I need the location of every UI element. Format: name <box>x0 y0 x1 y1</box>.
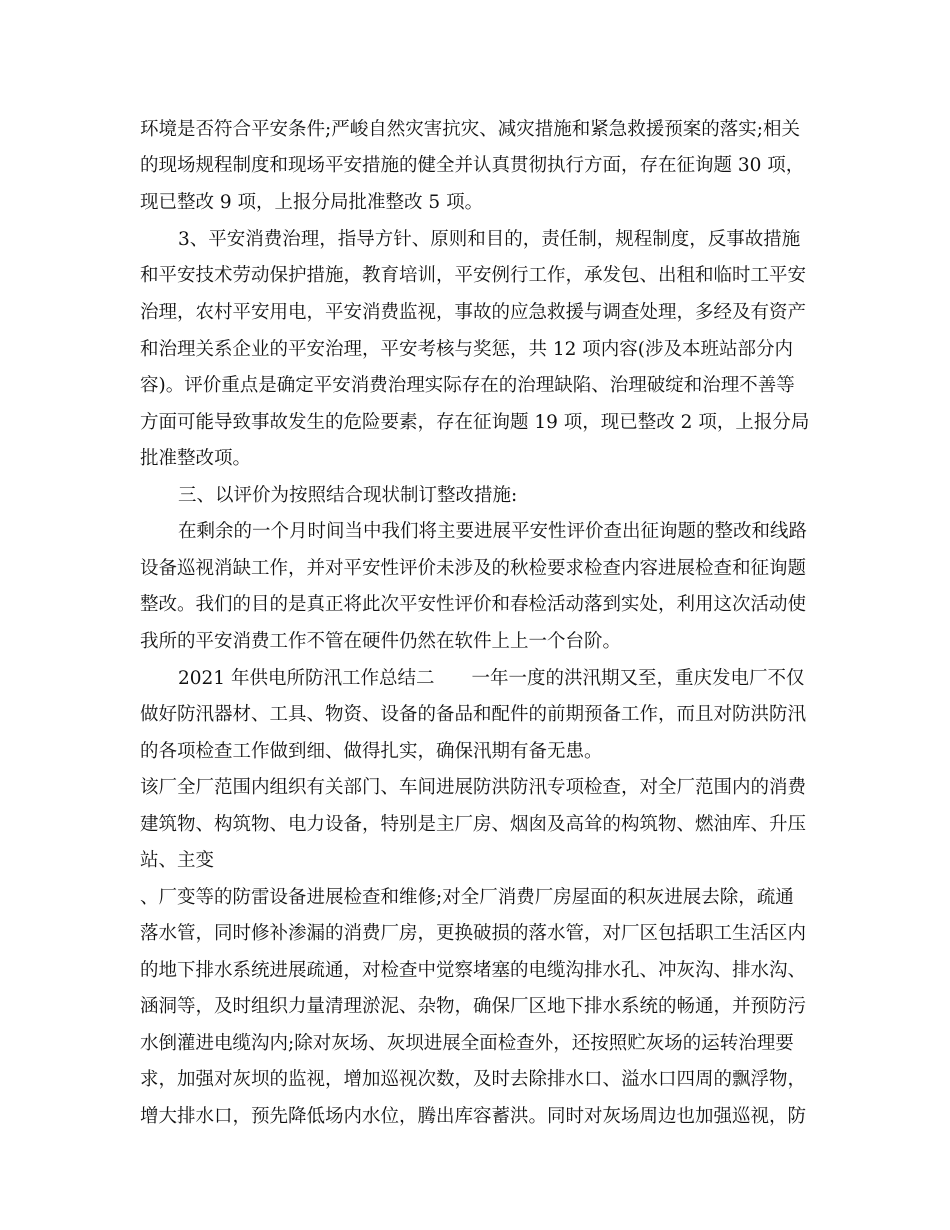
text-line: 我所的平安消费工作不管在硬件仍然在软件上上一个台阶。 <box>140 631 622 652</box>
text-line: 涵洞等，及时组织力量清理淤泥、杂物，确保厂区地下排水系统的畅通，并预防污 <box>140 996 807 1017</box>
text-line: 建筑物、构筑物、电力设备，特别是主厂房、烟囱及高耸的构筑物、燃油库、升压 <box>140 814 807 835</box>
text-line: 的各项检查工作做到细、做得扎实，确保汛期有备无患。 <box>140 741 603 762</box>
section-heading: 三、以评价为按照结合现状制订整改措施: <box>178 485 518 506</box>
text-line: 、厂变等的防雷设备进展检查和维修;对全厂消费厂房屋面的积灰进展去除，疏通 <box>140 887 794 908</box>
text-line: 增大排水口，预先降低场内水位，腾出库容蓄洪。同时对灰场周边也加强巡视，防 <box>140 1106 807 1127</box>
text-line: 现已整改 9 项，上报分局批准整改 5 项。 <box>140 192 484 213</box>
text-line: 设备巡视消缺工作，并对平安性评价未涉及的秋检要求检查内容进展检查和征询题 <box>140 558 807 579</box>
text-line: 落水管，同时修补渗漏的消费厂房，更换破损的落水管，对厂区包括职工生活区内 <box>140 923 807 944</box>
text-line: 方面可能导致事故发生的危险要素，存在征询题 19 项，现已整改 2 项，上报分局 <box>140 412 810 433</box>
text-line: 和治理关系企业的平安治理，平安考核与奖惩，共 12 项内容(涉及本班站部分内 <box>140 339 794 360</box>
text-line: 站、主变 <box>140 850 215 871</box>
text-line: 和平安技术劳动保护措施，教育培训，平安例行工作，承发包、出租和临时工平安 <box>140 265 807 286</box>
text-line: 水倒灌进电缆沟内;除对灰场、灰坝进展全面检查外，还按照贮灰场的运转治理要 <box>140 1033 794 1054</box>
text-line: 2021 年供电所防汛工作总结二 一年一度的洪汛期又至，重庆发电厂不仅 <box>178 668 805 689</box>
text-line: 求，加强对灰坝的监视，增加巡视次数，及时去除排水口、溢水口四周的飘浮物， <box>140 1069 807 1090</box>
text-line: 的地下排水系统进展疏通，对检查中觉察堵塞的电缆沟排水孔、冲灰沟、排水沟、 <box>140 960 807 981</box>
text-line: 在剩余的一个月时间当中我们将主要进展平安性评价查出征询题的整改和线路 <box>178 521 808 542</box>
text-line: 3、平安消费治理，指导方针、原则和目的，责任制，规程制度，反事故措施 <box>178 229 801 250</box>
text-line: 治理，农村平安用电，平安消费监视，事故的应急救援与调查处理，多经及有资产 <box>140 302 807 323</box>
text-line: 批准整改项。 <box>140 448 252 469</box>
text-line: 容)。评价重点是确定平安消费治理实际存在的治理缺陷、治理破绽和治理不善等 <box>140 375 795 396</box>
text-line: 做好防汛器材、工具、物资、设备的备品和配件的前期预备工作，而且对防洪防汛 <box>140 704 807 725</box>
text-line: 环境是否符合平安条件;严峻自然灾害抗灾、减灾措施和紧急救援预案的落实;相关 <box>140 119 800 140</box>
text-line: 整改。我们的目的是真正将此次平安性评价和春检活动落到实处，利用这次活动使 <box>140 594 807 615</box>
text-line: 的现场规程制度和现场平安措施的健全并认真贯彻执行方面，存在征询题 30 项， <box>140 155 805 176</box>
text-line: 该厂全厂范围内组织有关部门、车间进展防洪防汛专项检查，对全厂范围内的消费 <box>140 777 807 798</box>
